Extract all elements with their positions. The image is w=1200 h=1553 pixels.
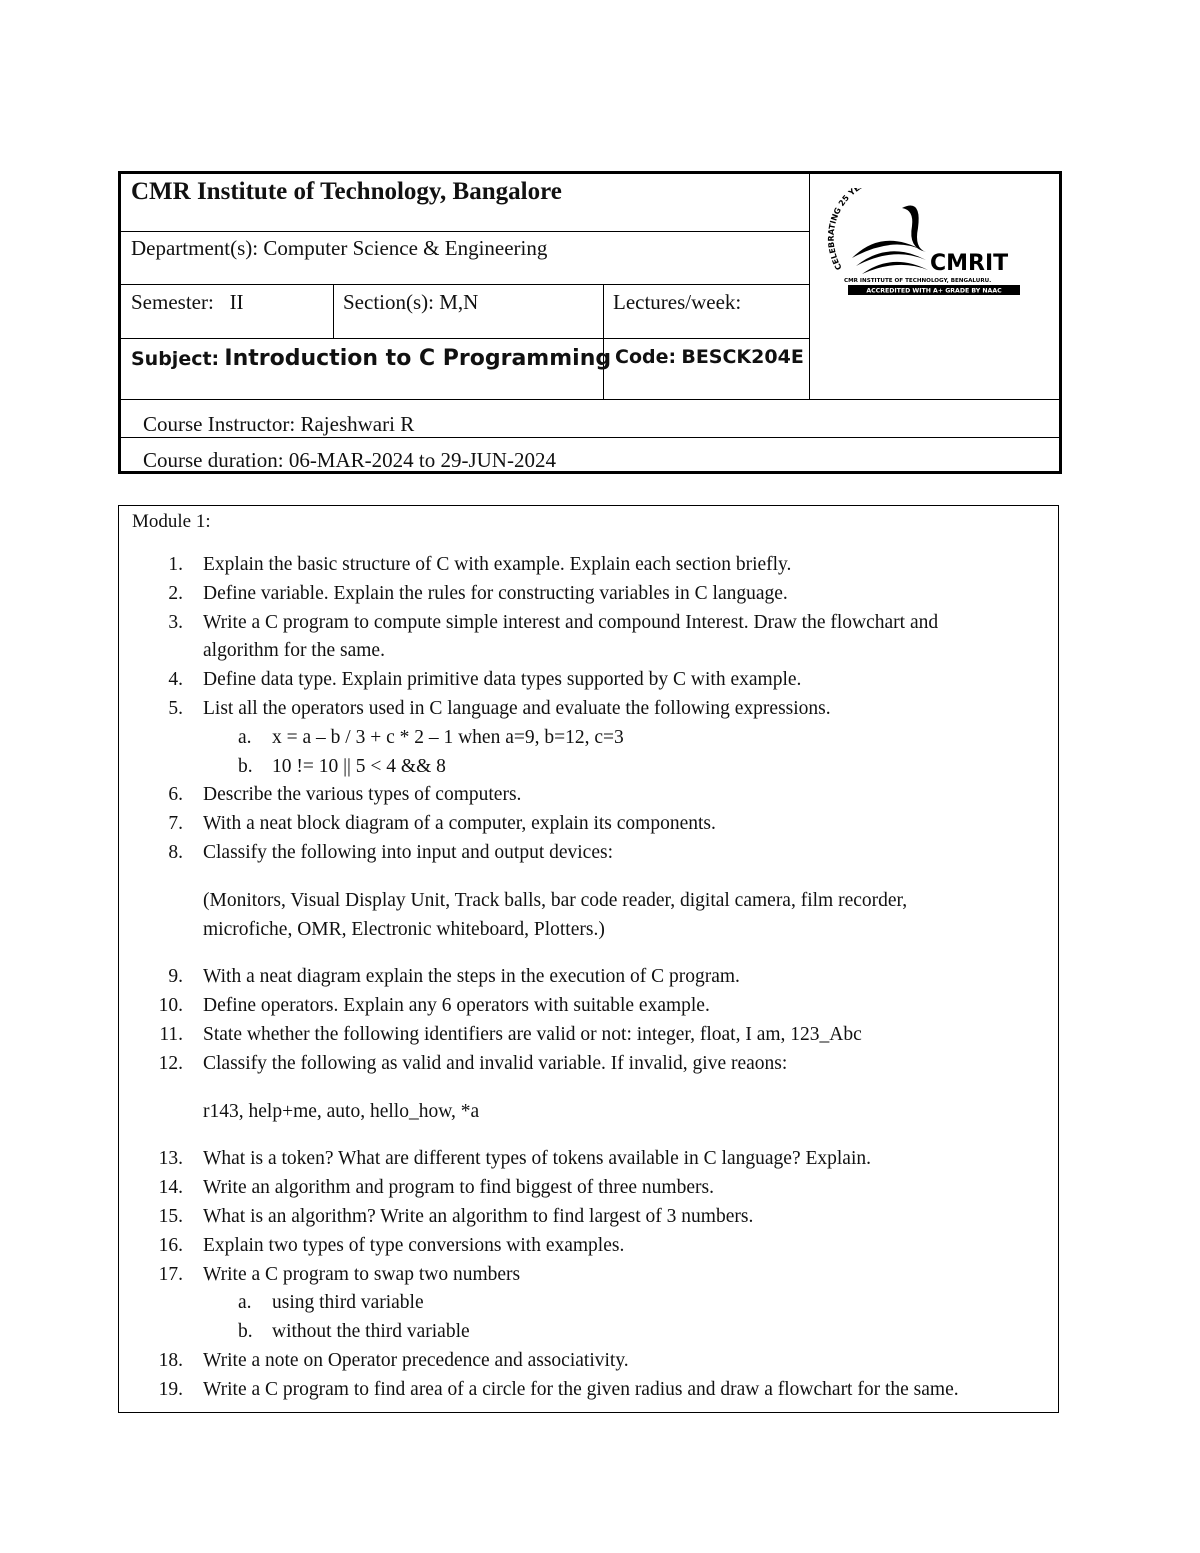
question-number: 17.	[158, 1263, 183, 1285]
question-number: 8.	[168, 842, 183, 863]
duration-value: 06-MAR-2024 to 29-JUN-2024	[288, 448, 556, 472]
question-number: 19.	[158, 1378, 183, 1400]
duration-label: Course duration:	[143, 448, 284, 472]
instructor-label: Course Instructor:	[143, 412, 296, 436]
question-text: List all the operators used in C language and evaluate the following expressions.	[203, 698, 831, 719]
duration-row	[143, 448, 556, 473]
question-text: Define operators. Explain any 6 operators with suitable example.	[203, 995, 710, 1017]
sub-question-letter: a.	[238, 1292, 252, 1314]
logo-brand: CMRIT	[930, 251, 1009, 276]
divider	[121, 231, 809, 232]
question-number: 18.	[158, 1350, 183, 1371]
question-text: What is a token? What are different types of tokens available in C language? Explain.	[203, 1148, 871, 1170]
question-number: 7.	[168, 813, 183, 835]
code-label: Code:	[615, 346, 677, 368]
logo-accreditation: ACCREDITED WITH A+ GRADE BY NAAC	[866, 287, 1002, 295]
divider	[121, 338, 809, 339]
divider	[333, 284, 334, 338]
lectures-cell	[613, 290, 741, 315]
question-number: 13.	[158, 1148, 183, 1170]
question-number: 11.	[159, 1024, 183, 1045]
question-number: 1.	[168, 554, 183, 575]
question-number: 6.	[168, 784, 183, 806]
question-text: algorithm for the same.	[203, 640, 385, 662]
semester-cell	[131, 290, 244, 315]
sub-question-letter: b.	[238, 755, 253, 777]
divider	[121, 284, 809, 285]
section-cell	[343, 290, 478, 315]
module-title: Module 1:	[132, 511, 211, 532]
question-number: 2.	[168, 582, 183, 604]
question-text: With a neat block diagram of a computer, explain its components.	[203, 813, 716, 835]
question-text: Classify the following as valid and invalid variable. If invalid, give reaons:	[203, 1052, 788, 1074]
divider	[603, 284, 604, 399]
question-detail: r143, help+me, auto, hello_how, *a	[203, 1100, 480, 1122]
question-text: State whether the following identifiers are valid or not: integer, float, I am, 123_Abc	[203, 1024, 862, 1045]
sub-question-letter: b.	[238, 1321, 253, 1343]
sub-question-text: x = a – b / 3 + c * 2 – 1 when a=9, b=12, c=3	[272, 726, 624, 748]
question-text: Explain two types of type conversions with examples.	[203, 1234, 625, 1256]
question-text: What is an algorithm? Write an algorithm to find largest of 3 numbers.	[203, 1206, 754, 1227]
question-number: 4.	[168, 669, 183, 691]
question-number: 16.	[158, 1234, 183, 1256]
divider	[809, 174, 810, 399]
section-value: M,N	[439, 290, 479, 314]
question-detail: (Monitors, Visual Display Unit, Track balls, bar code reader, digital camera, film recorder,	[203, 889, 908, 911]
sub-question-text: using third variable	[272, 1292, 424, 1314]
divider	[121, 399, 1059, 400]
question-number: 9.	[168, 966, 183, 988]
question-text: Define variable. Explain the rules for constructing variables in C language.	[203, 582, 788, 604]
institute-name: CMR Institute of Technology, Bangalore	[131, 178, 562, 205]
department-value: Computer Science & Engineering	[263, 236, 548, 260]
module-box	[118, 505, 1059, 1413]
subject-value: Introduction to C Programming	[224, 346, 612, 371]
divider	[121, 437, 1059, 438]
department-row	[131, 236, 547, 261]
question-number: 14.	[158, 1177, 183, 1199]
subject-label: Subject:	[131, 348, 220, 370]
question-text: Write an algorithm and program to find biggest of three numbers.	[203, 1177, 714, 1199]
department-label: Department(s):	[131, 236, 259, 260]
code-value: BESCK204E	[681, 346, 804, 368]
question-text: With a neat diagram explain the steps in the execution of C program.	[203, 966, 740, 988]
question-number: 12.	[158, 1052, 183, 1074]
question-text: Write a C program to find area of a circle for the given radius and draw a flowchart for the same.	[203, 1378, 959, 1400]
sub-question-text: 10 != 10 || 5 < 4 && 8	[272, 755, 446, 777]
sub-question-letter: a.	[238, 726, 252, 748]
question-number: 15.	[158, 1206, 183, 1227]
question-number: 10.	[158, 995, 183, 1017]
logo-tagline: CMR INSTITUTE OF TECHNOLOGY, BENGALURU.	[844, 278, 992, 284]
cmrit-logo	[822, 188, 1032, 298]
logo-arc-text: CELEBRATING 25 YE	[826, 188, 862, 272]
question-text: Write a C program to compute simple interest and compound Interest. Draw the flowchart and	[203, 611, 939, 633]
question-detail: microfiche, OMR, Electronic whiteboard, Plotters.)	[203, 918, 605, 940]
semester-value: II	[229, 290, 244, 314]
instructor-row	[143, 412, 414, 437]
question-number: 3.	[168, 611, 183, 633]
question-text: Describe the various types of computers.	[203, 784, 522, 806]
section-label: Section(s):	[343, 290, 434, 314]
question-text: Classify the following into input and output devices:	[203, 842, 613, 863]
question-text: Write a C program to swap two numbers	[203, 1263, 521, 1285]
lectures-label: Lectures/week:	[613, 290, 742, 314]
subject-cell	[131, 346, 611, 371]
question-number: 5.	[168, 698, 183, 719]
swan-icon	[852, 206, 928, 275]
question-text: Write a note on Operator precedence and associativity.	[203, 1350, 629, 1371]
code-cell	[615, 344, 804, 369]
question-text: Define data type. Explain primitive data types supported by C with example.	[203, 669, 802, 691]
sub-question-text: without the third variable	[272, 1321, 470, 1343]
semester-label: Semester:	[131, 290, 214, 314]
instructor-value: Rajeshwari R	[300, 412, 415, 436]
question-text: Explain the basic structure of C with example. Explain each section briefly.	[203, 554, 792, 575]
